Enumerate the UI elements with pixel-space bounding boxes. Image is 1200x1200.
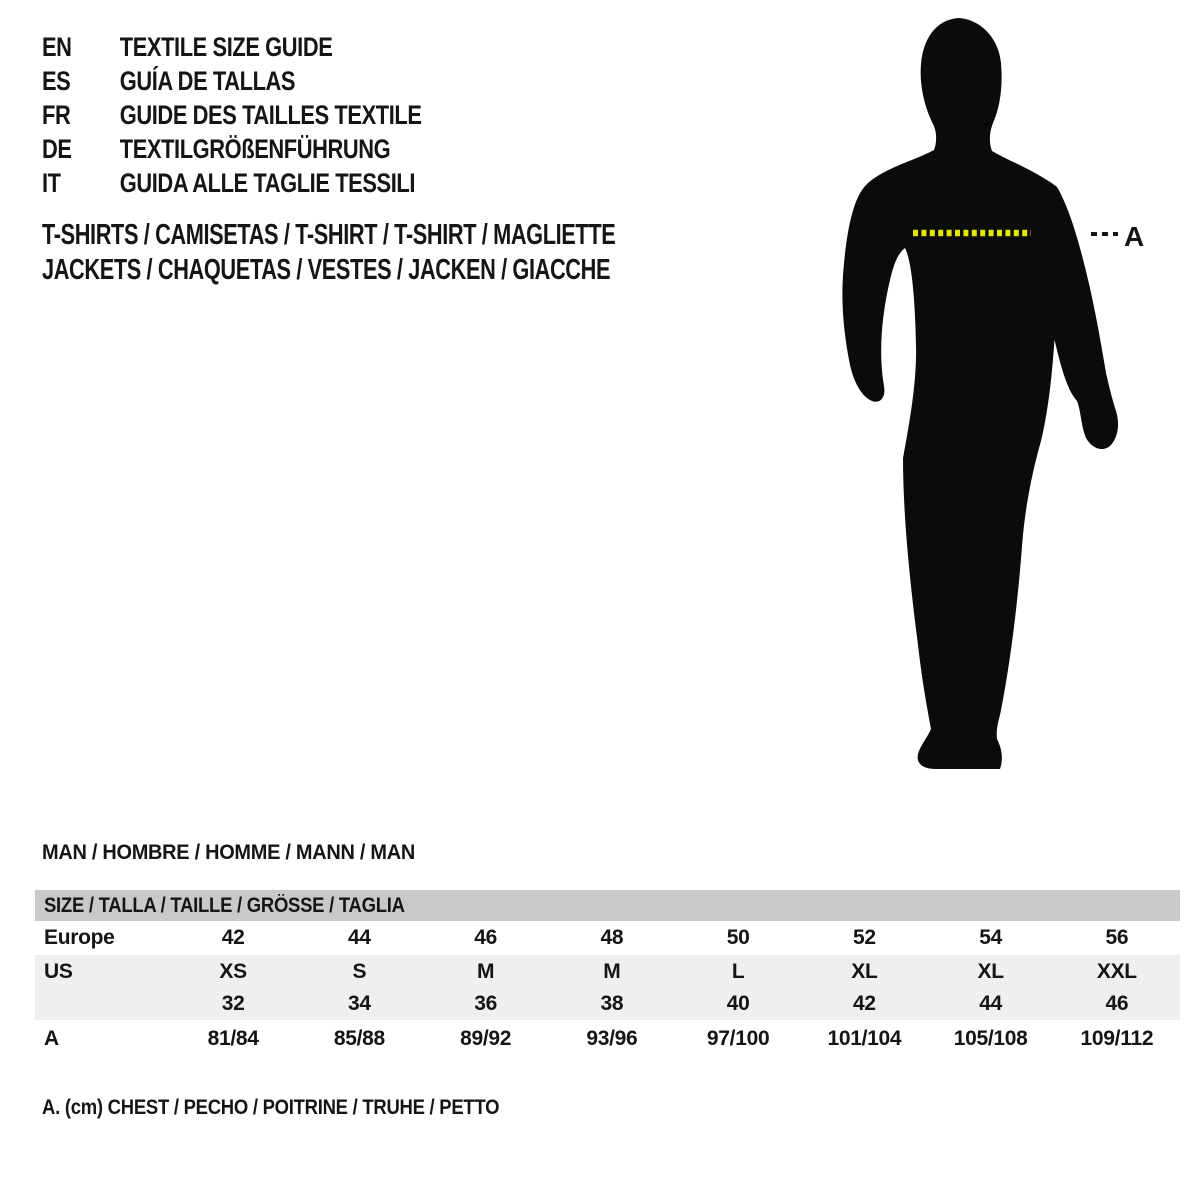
table-cell: 85/88 [333, 1027, 385, 1050]
table-cell: 36 [474, 992, 497, 1015]
table-cell: 48 [600, 926, 624, 949]
table-cell: 105/108 [953, 1027, 1028, 1050]
measurement-footnote: A. (cm) CHEST / PECHO / POITRINE / TRUHE / PETTO [42, 1096, 500, 1119]
table-cell: 46 [474, 926, 497, 949]
category-line-tshirts: T-SHIRTS / CAMISETAS / T-SHIRT / T-SHIRT / MAGLIETTE [42, 219, 616, 251]
table-cell: 38 [600, 992, 624, 1015]
language-label: GUÍA DE TALLAS [119, 66, 296, 96]
table-cell: 93/96 [586, 1027, 638, 1050]
table-cell: S [352, 959, 367, 983]
row-label: US [44, 959, 73, 983]
man-silhouette [842, 18, 1118, 769]
language-code: EN [42, 32, 72, 62]
table-cell: M [477, 959, 495, 983]
table-cell: XL [977, 959, 1004, 983]
language-label: TEXTILGRÖßENFÜHRUNG [119, 134, 391, 164]
size-table [35, 890, 1180, 1058]
language-code: FR [42, 100, 71, 130]
table-cell: 42 [221, 926, 245, 949]
table-cell: XS [219, 959, 247, 983]
language-code: ES [42, 66, 71, 96]
table-cell: 34 [347, 992, 371, 1015]
table-row-numeric [35, 988, 1180, 1020]
language-code: DE [42, 134, 72, 164]
table-band [35, 955, 1180, 1020]
table-cell: 44 [979, 992, 1002, 1015]
row-label: A [44, 1027, 59, 1050]
table-cell: 81/84 [207, 1027, 259, 1050]
table-cell: XXL [1096, 959, 1137, 983]
table-cell: 89/92 [460, 1027, 512, 1050]
table-cell: 56 [1105, 926, 1129, 949]
table-row-chest [35, 1020, 1180, 1058]
table-cell: 54 [979, 926, 1002, 949]
language-label: GUIDE DES TAILLES TEXTILE [119, 100, 422, 130]
language-label: TEXTILE SIZE GUIDE [119, 32, 333, 62]
table-cell: XL [851, 959, 878, 983]
measure-label-a: A [1124, 221, 1145, 252]
table-cell: 44 [347, 926, 371, 949]
table-cell: 40 [726, 992, 750, 1015]
table-cell: M [603, 959, 621, 983]
table-cell: 101/104 [827, 1027, 902, 1050]
table-cell: L [731, 959, 745, 983]
table-cell: 50 [726, 926, 750, 949]
table-cell: 32 [221, 992, 245, 1015]
table-cell: 97/100 [706, 1027, 770, 1050]
table-row-europe [35, 921, 1180, 955]
table-cell: 109/112 [1080, 1027, 1154, 1050]
table-cell: 42 [852, 992, 876, 1015]
language-label: GUIDA ALLE TAGLIE TESSILI [119, 168, 416, 198]
table-cell: 52 [852, 926, 876, 949]
size-table-header-label: SIZE / TALLA / TAILLE / GRÖSSE / TAGLIA [44, 893, 405, 917]
category-line-jackets: JACKETS / CHAQUETAS / VESTES / JACKEN / GIACCHE [42, 254, 611, 286]
section-title: MAN / HOMBRE / HOMME / MANN / MAN [42, 841, 415, 864]
row-label: Europe [44, 926, 115, 949]
language-code: IT [42, 168, 61, 198]
table-row-us [35, 955, 1180, 988]
size-table-header [35, 890, 1180, 921]
table-cell: 46 [1105, 992, 1129, 1015]
